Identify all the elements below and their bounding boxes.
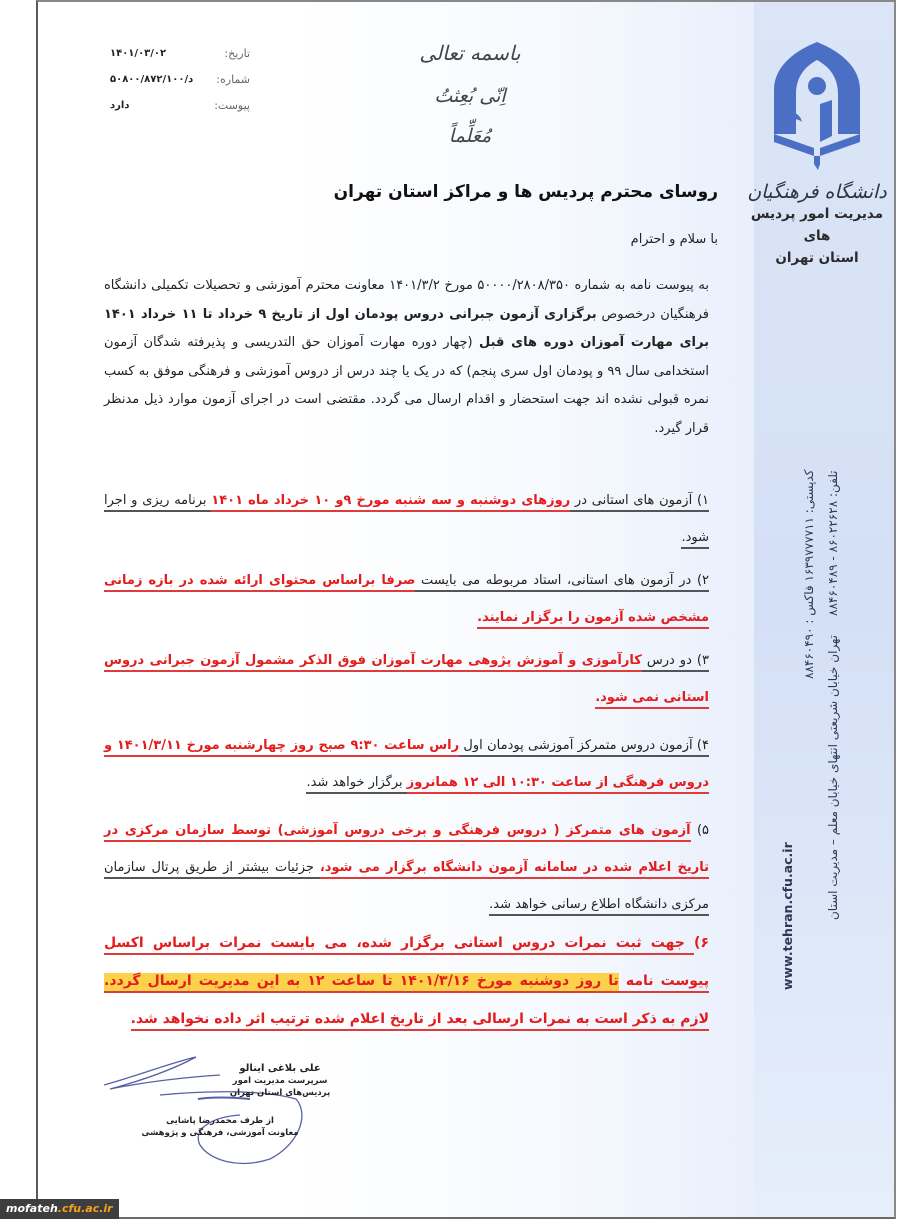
signature-block	[100, 1055, 330, 1170]
intro-text-2: (چهار دوره مهارت آموزان حق التدریسی و پذیرفته شدگان آزمون استخدامی سال ۹۹ و پودمان اول سری پنجم) که در یک یا چند درس از دروس آموزشی و فرهنگی موفق به کسب نمره قبولی نشده اند جهت استحضار و اقدام ارسال می گردد. مقتضی است در اجرای آزمون موارد ذیل مدنظر قرار گیرد.	[104, 335, 709, 436]
site-watermark	[0, 1199, 119, 1219]
date-row	[110, 40, 250, 66]
university-name: دانشگاه فرهنگیان	[747, 181, 887, 203]
list-item-5	[104, 812, 709, 923]
item-text-end: برنامه ریزی و اجرا شود.	[104, 493, 709, 549]
number-row	[110, 66, 250, 92]
item-text: آزمون های استانی در	[570, 493, 697, 508]
list-item-6	[104, 924, 709, 1038]
list-item-1	[104, 482, 709, 556]
item-text: دو درس	[641, 653, 697, 668]
address: تهران خیابان شریعتی انتهای خیابان معلم – مدیریت استان	[826, 634, 840, 920]
item-text-end: جزئیات بیشتر از طریق پرتال سازمان مرکزی دانشگاه اطلاع رسانی خواهد شد.	[104, 860, 709, 916]
item-number: ۲)	[696, 573, 709, 588]
watermark-prefix: mofateh	[6, 1202, 58, 1215]
intro-bold-text: برگزاری آزمون جبرانی دروس پودمان اول از تاریخ ۹ خرداد تا ۱۱ خرداد ۱۴۰۱ برای مهارت آموزان دوره های قبل	[104, 306, 709, 350]
item-emphasis: کارآموزی و آموزش پژوهی مهارت آموزان فوق الذکر مشمول آزمون جبرانی دروس استانی نمی شود.	[104, 653, 709, 709]
item-number: ۳)	[696, 653, 709, 668]
greeting: با سلام و احترام	[630, 232, 718, 247]
phone-number: تلفن: ۸۶۰۲۲۶۲۸ - ۸۸۴۶۰۴۸۹	[826, 470, 840, 616]
bismillah-text: باسمه تعالی	[419, 41, 521, 65]
list-item-4	[104, 727, 709, 801]
item-emphasis-end: لازم به ذکر است به نمرات ارسالی بعد از تاریخ اعلام شده ترتیب اثر داده نخواهد شد.	[131, 1011, 709, 1031]
attachment-value: دارد	[110, 99, 130, 111]
on-behalf-of	[130, 1115, 310, 1139]
date-value: ۱۴۰۱/۰۳/۰۲	[110, 47, 167, 59]
item-number: ۶)	[694, 935, 709, 951]
intro-text-1: به پیوست نامه به شماره ۵۰۰۰۰/۲۸۰۸/۳۵۰ مورخ ۱۴۰۱/۳/۲ معاونت محترم آموزشی و تحصیلات تکمیلی دانشگاه فرهنگیان درخصوص	[104, 278, 710, 322]
on-behalf-line-1: از طرف محمدرضا پاشایی	[166, 1116, 274, 1126]
website-link[interactable]: www.tehran.cfu.ac.ir	[780, 842, 795, 990]
fax-postal-code: کدپستی: ۱۶۳۹۷۷۷۷۱۱ فاکس : ۸۸۴۶۰۴۹۰	[802, 470, 816, 680]
contact-info	[780, 470, 854, 990]
department-line-1: مدیریت امور پردیس های	[750, 206, 884, 244]
highlighted-deadline: تا روز دوشنبه مورخ ۱۴۰۱/۳/۱۶ تا ساعت ۱۲ به این مدیریت ارسال گردد.	[104, 973, 619, 993]
item-number: ۴)	[696, 738, 709, 753]
on-behalf-line-2: معاونت آموزشی، فرهنگی و پژوهشی	[141, 1128, 299, 1138]
signatory-name: علی بلاغی اینالو	[239, 1063, 321, 1074]
signatory	[220, 1063, 340, 1099]
item-emphasis: راس ساعت ۹:۳۰ صبح روز چهارشنبه مورخ ۱۴۰۱/۳/۱۱ و دروس فرهنگی از ساعت ۱۰:۳۰ الی ۱۲ همانروز	[104, 738, 709, 794]
motto-text: اِنّی بُعِثتُ مُعَلِّماً	[434, 85, 506, 147]
addressee: روسای محترم پردیس ها و مراکز استان تهران	[333, 182, 718, 202]
letter-metadata	[110, 40, 250, 118]
item-emphasis: صرفا براساس محتوای ارائه شده در بازه زمانی مشخص شده آزمون را برگزار نمایند.	[104, 573, 709, 629]
item-text-end: برگزار خواهد شد.	[306, 775, 406, 794]
item-emphasis: روزهای دوشنبه و سه شنبه مورخ ۹و ۱۰ خرداد ماه ۱۴۰۱	[211, 493, 570, 512]
attachment-row	[110, 92, 250, 118]
item-emphasis: جهت ثبت نمرات دروس استانی برگزار شده، می بایست نمرات براساس اکسل پیوست نامه	[104, 935, 709, 993]
list-item-2	[104, 562, 709, 636]
department-line-2: استان تهران	[775, 250, 859, 266]
number-label: شماره:	[216, 72, 250, 86]
signatory-title-2: پردیس‌های استان تهران	[229, 1088, 331, 1098]
opening-invocation	[415, 38, 525, 156]
item-number: ۱)	[696, 493, 710, 508]
phone-and-address	[826, 470, 840, 990]
item-emphasis: آزمون های متمرکز ( دروس فرهنگی و برخی دروس آموزشی) توسط سازمان مرکزی در تاریخ اعلام شده در سامانه آزمون دانشگاه برگزار می شود،	[104, 823, 709, 879]
list-item-3	[104, 642, 709, 716]
watermark-domain: .cfu.ac.ir	[57, 1202, 113, 1215]
number-value: ۵۰۸۰۰/۸۷۲/۱۰۰/د	[110, 73, 194, 85]
farhangian-emblem-icon	[762, 38, 872, 173]
university-logo	[742, 38, 892, 268]
item-text: آزمون دروس متمرکز آموزشی پودمان اول	[459, 738, 697, 753]
intro-paragraph	[104, 272, 709, 443]
date-label: تاریخ:	[224, 46, 250, 60]
item-text: در آزمون های استانی، استاد مربوطه می بایست	[415, 573, 697, 588]
item-number: ۵)	[696, 823, 709, 838]
attachment-label: پیوست:	[214, 98, 250, 112]
signatory-title-1: سرپرست مدیریت امور	[232, 1076, 328, 1086]
